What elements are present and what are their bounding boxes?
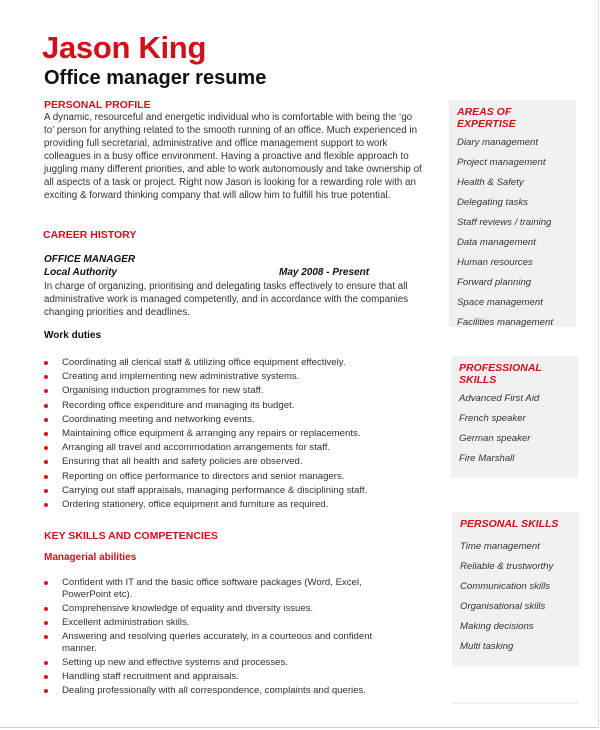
employer: Local Authority bbox=[44, 267, 117, 278]
list-item: Organising induction programmes for new staff. bbox=[42, 385, 422, 397]
list-item: Health & Safety bbox=[457, 177, 524, 188]
list-item: Time management bbox=[460, 541, 540, 552]
skills-list bbox=[42, 577, 382, 700]
profile-heading: PERSONAL PROFILE bbox=[44, 99, 151, 111]
expertise-heading: AREAS OF EXPERTISE bbox=[457, 106, 516, 130]
list-item: Confident with IT and the basic office software packages (Word, Excel, PowerPoint etc). bbox=[42, 577, 382, 600]
sidebar-divider bbox=[452, 702, 578, 704]
list-item: Fire Marshall bbox=[459, 453, 515, 464]
list-item: Carrying out staff appraisals, managing performance & disciplining staff. bbox=[42, 485, 422, 497]
profile-text: A dynamic, resourceful and energetic individual who is comfortable with being the ‘go to’ person for anything related to the smooth running of an office. Much experienced in providing full secretarial, administrative and office management support to work colleagues in a busy office environment. Having a proactive and flexible approach to juggling many different priorities, and able to work autonomously and take ownership of all aspects of a task or project. Right now Jason is looking for a rewarding role with an exciting & forward thinking company that will allow him to fulfill his true potential. bbox=[44, 112, 422, 201]
list-item: Coordinating all clerical staff & utilizing office equipment effectively. bbox=[42, 357, 422, 369]
list-item: Ordering stationery, office equipment and furniture as required. bbox=[42, 499, 422, 511]
candidate-name: Jason King bbox=[42, 30, 207, 65]
list-item: Project management bbox=[457, 157, 546, 168]
duties-heading: Work duties bbox=[44, 330, 102, 341]
list-item: Diary management bbox=[457, 137, 539, 148]
list-item: Facilities management bbox=[457, 317, 553, 328]
duties-list bbox=[42, 357, 422, 513]
list-item: Dealing professionally with all correspondence, complaints and queries. bbox=[42, 685, 382, 697]
list-item: Advanced First Aid bbox=[459, 393, 540, 404]
list-item: Comprehensive knowledge of equality and diversity issues. bbox=[42, 603, 382, 615]
professional-skills-heading: PROFESSIONAL SKILLS bbox=[459, 362, 542, 386]
expertise-box bbox=[449, 100, 576, 327]
list-item: Space management bbox=[457, 297, 543, 308]
job-title: OFFICE MANAGER bbox=[44, 254, 136, 265]
list-item: Setting up new and effective systems and processes. bbox=[42, 657, 382, 669]
list-item: Maintaining office equipment & arranging any repairs or replacements. bbox=[42, 428, 422, 440]
list-item: Recording office expenditure and managing its budget. bbox=[42, 400, 422, 412]
list-item: Reliable & trustworthy bbox=[460, 561, 554, 572]
list-item: Data management bbox=[457, 237, 536, 248]
career-heading: CAREER HISTORY bbox=[43, 229, 137, 241]
list-item: Forward planning bbox=[457, 277, 532, 288]
skills-subheading: Managerial abilities bbox=[44, 552, 137, 563]
list-item: Human resources bbox=[457, 257, 533, 268]
list-item: Organisational skills bbox=[460, 601, 546, 612]
list-item: Communication skills bbox=[460, 581, 551, 592]
list-item: Ensuring that all health and safety policies are observed. bbox=[42, 456, 422, 468]
job-summary: In charge of organizing, prioritising and delegating tasks effectively to ensure that all administrative work is managed competently, and in accordance with the companies changing priorities and deadlines. bbox=[44, 281, 409, 318]
job-dates: May 2008 - Present bbox=[279, 267, 370, 278]
list-item: Creating and implementing new administrative systems. bbox=[42, 371, 422, 383]
list-item: Staff reviews / training bbox=[457, 217, 552, 228]
list-item: Delegating tasks bbox=[457, 197, 528, 208]
personal-skills-heading: PERSONAL SKILLS bbox=[460, 518, 559, 530]
list-item: Excellent administration skills. bbox=[42, 617, 382, 629]
list-item: Answering and resolving queries accurately, in a courteous and confident manner. bbox=[42, 631, 382, 654]
list-item: Arranging all travel and accommodation arrangements for staff. bbox=[42, 442, 422, 454]
personal-skills-box bbox=[452, 512, 579, 666]
list-item: Reporting on office performance to directors and senior managers. bbox=[42, 471, 422, 483]
list-item: Multi tasking bbox=[460, 641, 514, 652]
list-item: Making decisions bbox=[460, 621, 534, 632]
resume-title: Office manager resume bbox=[44, 67, 267, 89]
list-item: Handling staff recruitment and appraisals. bbox=[42, 671, 382, 683]
list-item: Coordinating meeting and networking events. bbox=[42, 414, 422, 426]
skills-heading: KEY SKILLS AND COMPETENCIES bbox=[44, 530, 218, 542]
list-item: German speaker bbox=[459, 433, 531, 444]
professional-skills-box bbox=[451, 356, 578, 478]
list-item: French speaker bbox=[459, 413, 526, 424]
